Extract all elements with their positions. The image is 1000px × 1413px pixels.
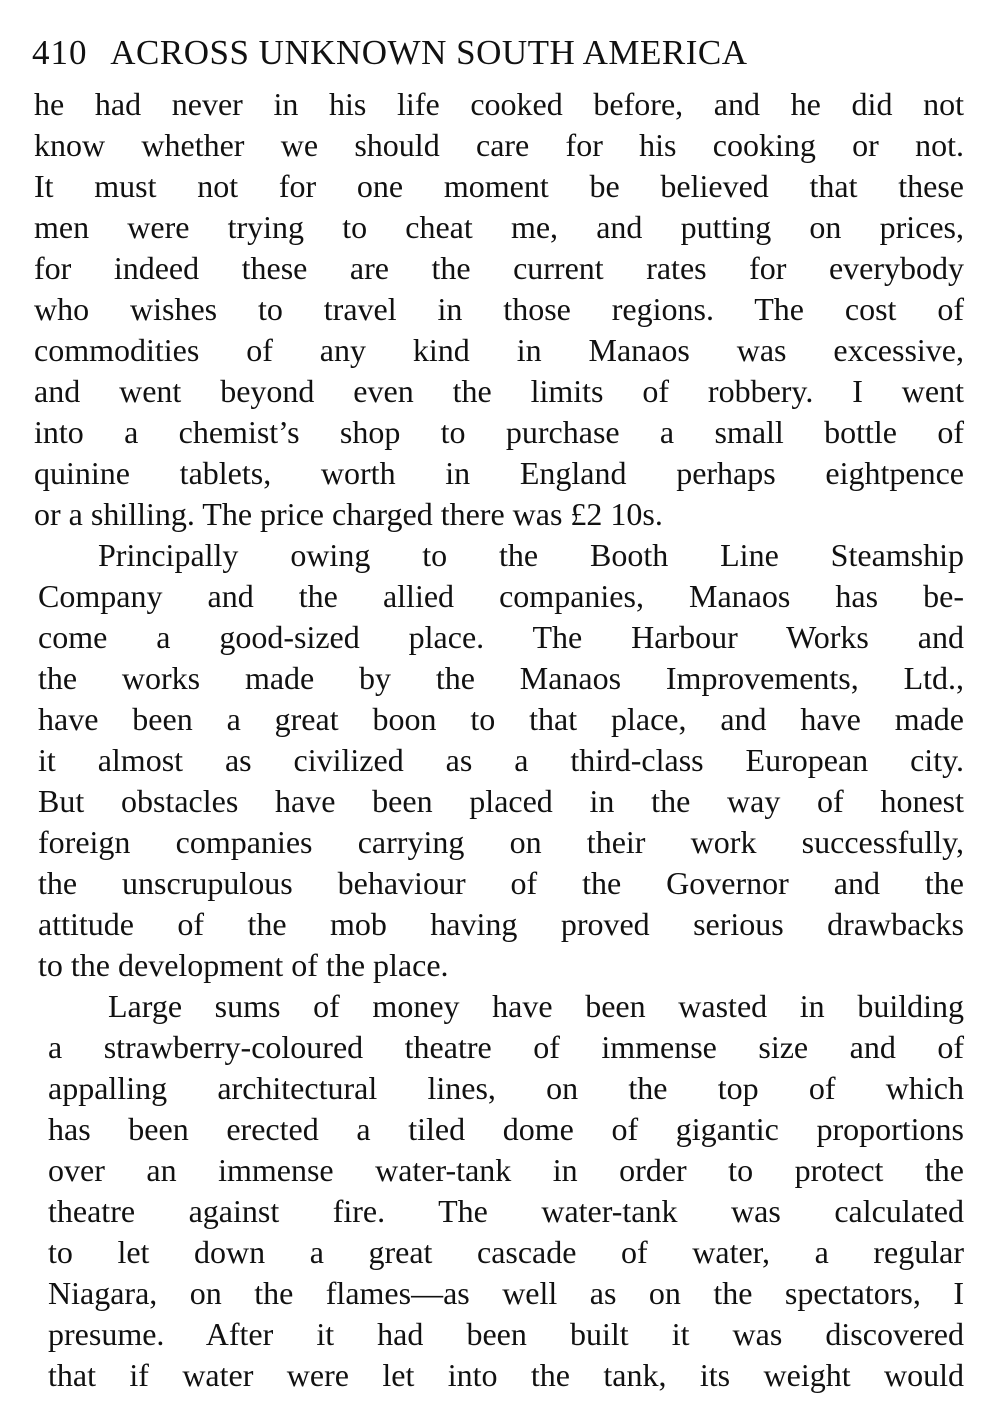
- text-line: a strawberry-coloured theatre of immense size and of: [48, 1029, 964, 1065]
- text-line: for indeed these are the current rates for everybody: [34, 250, 964, 286]
- running-title: ACROSS UNKNOWN SOUTH AMERICA: [110, 33, 748, 72]
- text-line: Niagara, on the flames—as well as on the spectators, I: [48, 1275, 964, 1311]
- text-line: But obstacles have been placed in the way of honest: [38, 783, 964, 819]
- text-line: into a chemist’s shop to purchase a small bottle of: [34, 414, 964, 450]
- text-line: has been erected a tiled dome of gigantic proportions: [48, 1111, 964, 1147]
- page-number: 410: [32, 33, 88, 72]
- text-line: and went beyond even the limits of robbery. I went: [34, 373, 964, 409]
- text-line: the works made by the Manaos Improvements, Ltd.,: [38, 660, 964, 696]
- text-line: men were trying to cheat me, and putting on prices,: [34, 209, 964, 245]
- text-line: it almost as civilized as a third-class European city.: [38, 742, 964, 778]
- text-line: Company and the allied companies, Manaos has be-: [38, 578, 964, 614]
- text-line: that if water were let into the tank, its weight would: [48, 1357, 964, 1393]
- paragraph: [38, 535, 964, 986]
- paragraph: [34, 84, 964, 535]
- text-line: the unscrupulous behaviour of the Governor and the: [38, 865, 964, 901]
- text-line: Principally owing to the Booth Line Steamship: [98, 537, 964, 573]
- text-line: or a shilling. The price charged there was £2 10s.: [34, 496, 663, 532]
- text-line: quinine tablets, worth in England perhaps eightpence: [34, 455, 964, 491]
- text-line: come a good-sized place. The Harbour Works and: [38, 619, 964, 655]
- text-line: to let down a great cascade of water, a regular: [48, 1234, 964, 1270]
- text-line: attitude of the mob having proved serious drawbacks: [38, 906, 964, 942]
- text-line: he had never in his life cooked before, and he did not: [34, 86, 964, 122]
- text-line: appalling architectural lines, on the top of which: [48, 1070, 964, 1106]
- text-line: commodities of any kind in Manaos was excessive,: [34, 332, 964, 368]
- text-line: to the development of the place.: [38, 947, 449, 983]
- text-line: presume. After it had been built it was discovered: [48, 1316, 964, 1352]
- text-line: know whether we should care for his cooking or not.: [34, 127, 964, 163]
- text-line: have been a great boon to that place, and have made: [38, 701, 964, 737]
- body-text: [34, 84, 964, 1396]
- paragraph: [48, 986, 964, 1396]
- text-line: over an immense water-tank in order to protect the: [48, 1152, 964, 1188]
- running-header: [32, 30, 932, 76]
- text-line: It must not for one moment be believed that these: [34, 168, 964, 204]
- text-line: theatre against fire. The water-tank was calculated: [48, 1193, 964, 1229]
- text-line: foreign companies carrying on their work successfully,: [38, 824, 964, 860]
- text-line: who wishes to travel in those regions. The cost of: [34, 291, 964, 327]
- text-line: Large sums of money have been wasted in building: [108, 988, 964, 1024]
